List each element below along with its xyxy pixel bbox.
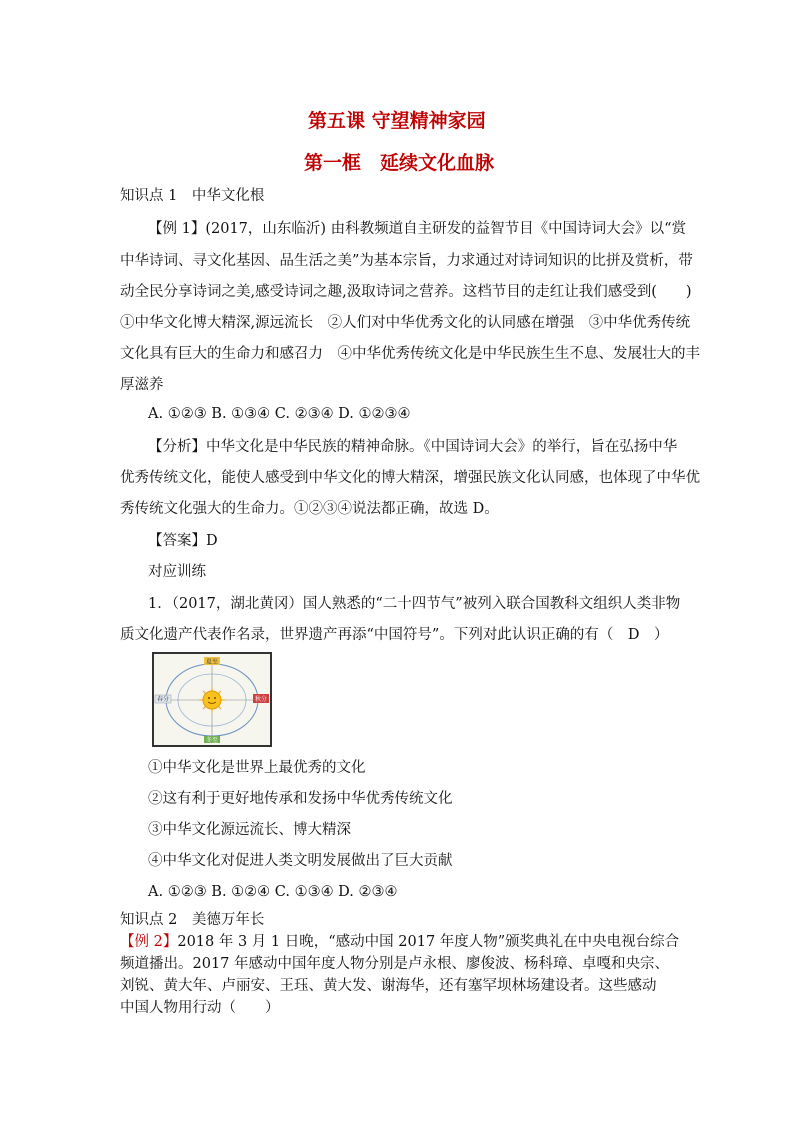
statement-3: ③中华文化源远流长、博大精深 <box>148 822 351 838</box>
solar-terms-wheel <box>154 654 270 745</box>
example-2-line <box>120 932 679 952</box>
question-1-line: 1．（2017，湖北黄冈）国人熟悉的“二十四节气”被列入联合国教科文组织人类非物 <box>148 596 681 612</box>
section-title: 第一框 延续文化血脉 <box>304 152 495 174</box>
knowledge-point-1: 知识点 1 中华文化根 <box>120 188 265 204</box>
lesson-title: 第五课 守望精神家园 <box>308 110 486 132</box>
example-2-line: 中国人物用行动（ ） <box>120 1000 280 1016</box>
question-1-line: 质文化遗产代表作名录，世界遗产再添“中国符号”。下列对此认识正确的有（ D ） <box>120 627 669 643</box>
example-1-line: ①中华文化博大精深,源远流长 ②人们对中华优秀文化的认同感在增强 ③中华优秀传统 <box>120 315 691 331</box>
example-1-options: A. ①②③ B. ①③④ C. ②③④ D. ①②③④ <box>148 406 411 422</box>
example-1-analysis: 【分析】中华文化是中华民族的精神命脉。《中国诗词大会》的举行，旨在弘扬中华 <box>148 439 678 455</box>
example-1-line: 【例 1】(2017，山东临沂) 由科教频道自主研发的益智节目《中国诗词大会》以“赏 <box>148 221 687 237</box>
example-1-line: 厚滋养 <box>120 377 164 393</box>
season-label-bottom: 冬至 <box>205 737 219 744</box>
example-2-label: 【例 2】 <box>120 934 178 950</box>
example-1-line: 动全民分享诗词之美,感受诗词之趣,汲取诗词之营养。这档节目的走红让我们感受到( ) <box>120 284 692 300</box>
example-1-line: 文化具有巨大的生命力和感召力 ④中华优秀传统文化是中华民族生生不息、发展壮大的丰 <box>120 346 700 362</box>
season-label-top: 夏至 <box>205 658 219 666</box>
example-1-analysis: 秀传统文化强大的生命力。①②③④说法都正确，故选 D。 <box>120 501 499 517</box>
season-label-right: 秋分 <box>254 696 268 703</box>
example-1-analysis: 优秀传统文化，能使人感受到中华文化的博大精深，增强民族文化认同感，也体现了中华优 <box>120 470 700 486</box>
statement-4: ④中华文化对促进人类文明发展做出了巨大贡献 <box>148 853 453 869</box>
example-2-line: 频道播出。2017 年感动中国年度人物分别是卢永根、廖俊波、杨科璋、卓嘎和央宗、 <box>120 956 670 972</box>
example-2-line: 刘锐、黄大年、卢丽安、王珏、黄大发、谢海华，还有塞罕坝林场建设者。这些感动 <box>120 978 657 994</box>
knowledge-point-2: 知识点 2 美德万年长 <box>120 912 265 928</box>
statement-2: ②这有利于更好地传承和发扬中华优秀传统文化 <box>148 791 453 807</box>
practice-title: 对应训练 <box>148 564 206 580</box>
solar-terms-diagram <box>152 652 272 747</box>
example-1-line: 中华诗词、寻文化基因、品生活之美”为基本宗旨，力求通过对诗词知识的比拼及赏析，带 <box>120 253 693 269</box>
example-1-answer: 【答案】D <box>148 533 218 549</box>
question-1-options: A. ①②③ B. ①②④ C. ①③④ D. ②③④ <box>148 884 398 900</box>
season-label-left: 春分 <box>156 696 170 703</box>
example-2-text: 2018 年 3 月 1 日晚，“感动中国 2017 年度人物”颁奖典礼在中央电视台综合 <box>177 934 680 950</box>
sun-icon <box>203 691 221 709</box>
statement-1: ①中华文化是世界上最优秀的文化 <box>148 760 366 776</box>
